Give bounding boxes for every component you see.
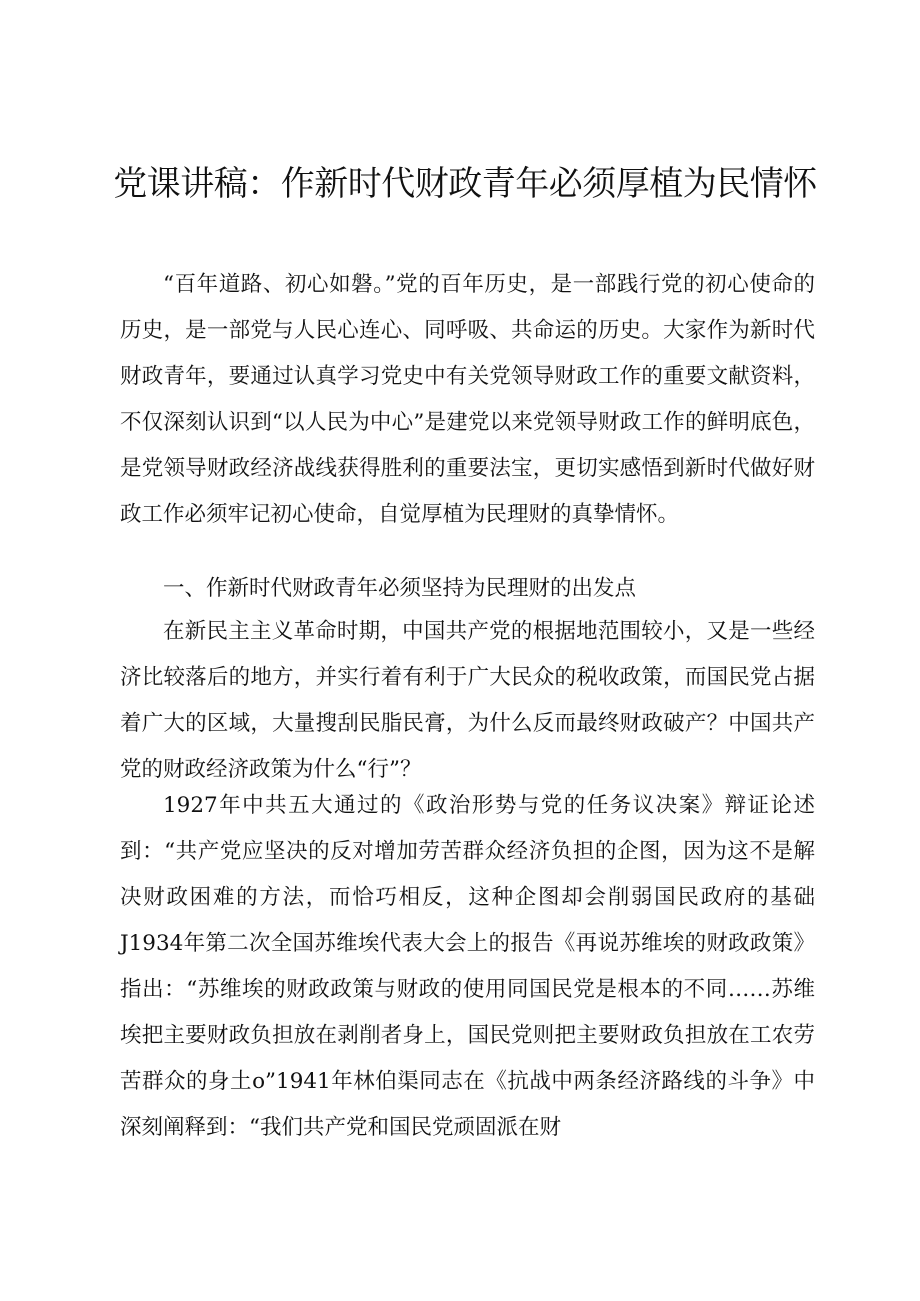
section-heading-1: 一、作新时代财政青年必须坚持为民理财的出发点 <box>163 576 637 601</box>
paragraph-section-1-second: 1927年中共五大通过的《政治形势与党的任务议决案》辩证论述到：“共产党应坚决的反对增加劳苦群众经济负担的企图，因为这不是解决财政困难的方法，而恰巧相反，这种企图却会削弱国民政府的基础J1934年第二次全国苏维埃代表大会上的报告《再说苏维埃的财政政策》指出：“苏维埃的财政政策与财政的使用同国民党是根本的不同……苏维埃把主要财政负担放在剥削者身上，国民党则把主要财政负担放在工农劳苦群众的身土o”1941年林伯渠同志在《抗战中两条经济路线的斗争》中深刻阐释到：“我们共产党和国民党顽固派在财 <box>120 793 815 1140</box>
document-title: 党课讲稿：作新时代财政青年必须厚植为民情怀 <box>113 164 817 204</box>
paragraph-section-1-first: 在新民主主义革命时期，中国共产党的根据地范围较小，又是一些经济比较落后的地方，并实行着有利于广大民众的税收政策，而国民党占据着广大的区域，大量搜刮民脂民膏，为什么反而最终财政破产？中国共产党的财政经济政策为什么“行”？ <box>120 619 815 782</box>
paragraph-intro: “百年道路、初心如磐。”党的百年历史，是一部践行党的初心使命的历史，是一部党与人民心连心、同呼吸、共命运的历史。大家作为新时代财政青年，要通过认真学习党史中有关党领导财政工作的重要文献资料，不仅深刻认识到“以人民为中心”是建党以来党领导财政工作的鲜明底色，是党领导财政经济战线获得胜利的重要法宝，更切实感悟到新时代做好财政工作必须牢记初心使命，自觉厚植为民理财的真挚情怀。 <box>120 272 815 527</box>
